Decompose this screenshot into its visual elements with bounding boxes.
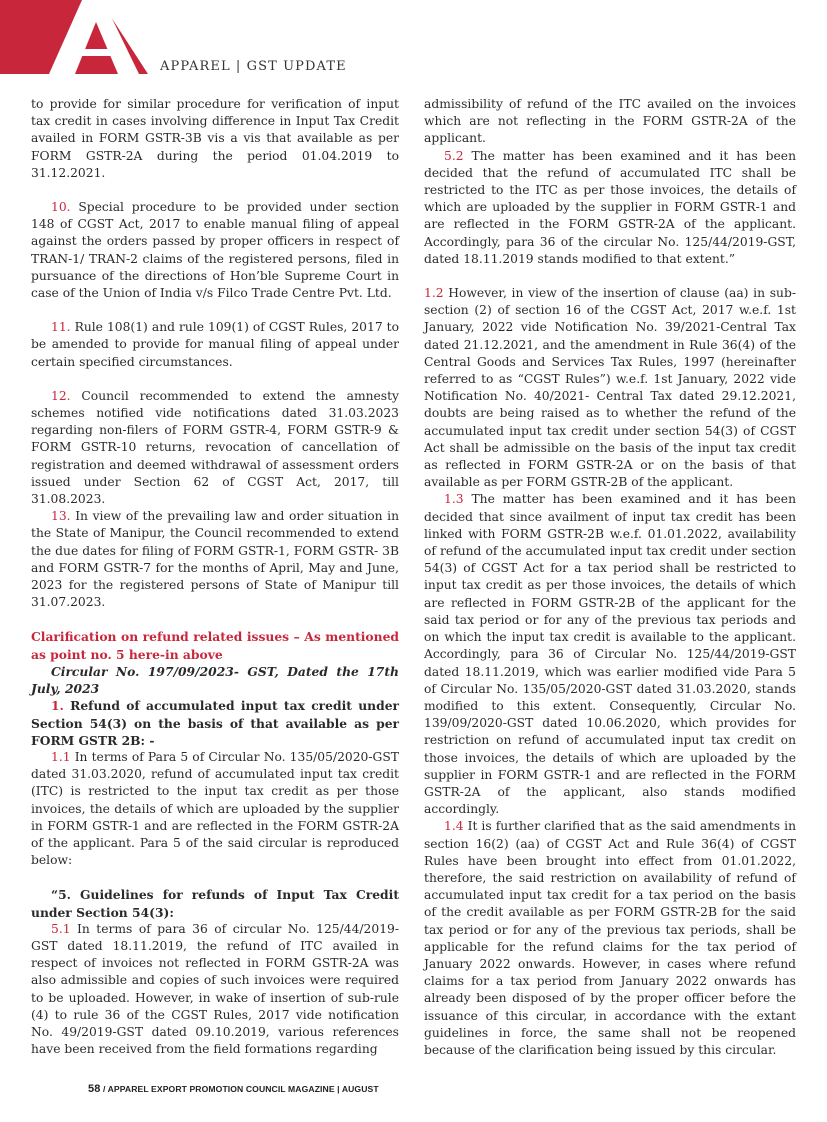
section-1 (31, 697, 399, 749)
paragraph: to provide for similar procedure for verification of input tax credit in cases involving difference in Input Tax Credit availed in FORM GSTR-3B vis a vis that available as per FORM GSTR-2A during the period 01.04.2019 to 31.12.2021. (31, 97, 399, 180)
page-number: 58 (88, 1083, 101, 1095)
item-number: 1.3 (444, 492, 464, 507)
paragraph: admissibility of refund of the ITC availed on the invoices which are not reflecting in the FORM GSTR-2A of the applicant. (424, 97, 796, 146)
item-text: The matter has been examined and it has been decided that since availment of input tax credit has been linked with FORM GSTR-2B w.e.f. 01.01.2022, availability of refund of the accumulated input tax credit under section 54(3) of CGST Act for a tax period shall be restricted to input tax credit as per those invoices, the details of which are reflected in FORM GSTR-2B of the applicant for the said tax period or for any of the previous tax periods and on which the input tax credit is available to the applicant. Accordingly, para 36 of Circular No. 125/44/2019-GST dated 18.11.2019, which was earlier modified vide Para 5 of Circular No. 135/05/2020-GST dated 31.03.2020, stands modified to this extent. Consequently, Circular No. 139/09/2020-GST dated 10.06.2020, which provides for restriction on refund of accumulated input tax credit on those invoices, the details of which are uploaded by the supplier in FORM GSTR-1 and are reflected in the FORM GSTR-2A of the applicant, also stands modified accordingly. (424, 492, 796, 817)
section-1-4 (424, 818, 796, 1059)
section-5-2 (424, 148, 796, 268)
section-1-1 (31, 749, 399, 869)
item-13 (31, 508, 399, 611)
item-text: Special procedure to be provided under section 148 of CGST Act, 2017 to enable manual filing of appeal against the orders passed by proper officers in respect of TRAN-1/ TRAN-2 claims of the registered persons, filed in pursuance of the directions of Hon’ble Supreme Court in case of the Union of India v/s Filco Trade Centre Pvt. Ltd. (31, 200, 399, 301)
item-text: Rule 108(1) and rule 109(1) of CGST Rules, 2017 to be amended to provide for manual filing of appeal under certain specified circumstances. (31, 320, 399, 369)
right-column (424, 96, 796, 1059)
item-text: In terms of Para 5 of Circular No. 135/05/2020-GST dated 31.03.2020, refund of accumulated input tax credit (ITC) is restricted to the input tax credit as per those invoices, the details of which are uploaded by the supplier in FORM GSTR-1 and are reflected in the FORM GSTR-2A of the applicant. Para 5 of the said circular is reproduced below: (31, 749, 399, 868)
section-1-2 (424, 285, 796, 491)
item-text: It is further clarified that as the said amendments in section 16(2) (aa) of CGST Act and Rule 36(4) of CGST Rules have been brought into effect from 01.01.2022, therefore, the said restriction on availability of refund of accumulated input tax credit for a tax period on the basis of the credit available as per FORM GSTR-2B for the said tax period or for any of the previous tax periods, shall be applicable for the refund claims for the tax period of January 2022 onwards. However, in cases where refund claims for a tax period from January 2022 onwards has already been disposed of by the proper officer before the issuance of this circular, in accordance with the extant guidelines in force, the same shall not be reopened because of the clarification being issued by this circular. (424, 819, 796, 1057)
item-number: 12. (51, 388, 71, 403)
item-number: 5.1 (51, 921, 71, 936)
item-number: 11. (51, 320, 71, 335)
apparel-logo (0, 0, 148, 74)
item-text: In view of the prevailing law and order situation in the State of Manipur, the Council recommended to extend the due dates for filing of FORM GSTR-1, FORM GSTR- 3B and FORM GSTR-7 for the months of April, May and June, 2023 for the registered persons of State of Manipur till 31.07.2023. (31, 509, 399, 610)
item-text: In terms of para 36 of circular No. 125/44/2019-GST dated 18.11.2019, the refund of ITC availed in respect of invoices not reflected in FORM GSTR-2A was also admissible and copies of such invoices were required to be uploaded. However, in wake of insertion of sub-rule (4) to rule 36 of the CGST Rules, 2017 vide notification No. 49/2019-GST dated 09.10.2019, various references have been received from the field formations regarding (31, 921, 399, 1057)
section-5-1 (31, 921, 399, 1059)
item-number: 10. (51, 200, 71, 215)
item-number: 13. (51, 509, 71, 524)
item-text: The matter has been examined and it has been decided that the refund of accumulated ITC shall be restricted to the ITC as per those invoices, the details of which are uploaded by the supplier in FORM GSTR-1 and are reflected in the FORM GSTR-2A of the applicant. Accordingly, para 36 of the circular No. 125/44/2019-GST, dated 18.11.2019 stands modified to that extent.” (424, 148, 796, 266)
left-column (31, 96, 399, 1058)
item-12 (31, 388, 399, 508)
item-text: Refund of accumulated input tax credit under Section 54(3) on the basis of that available as per FORM GSTR 2B: - (31, 698, 399, 748)
circular-reference: Circular No. 197/09/2023- GST, Dated the 17th July, 2023 (31, 663, 399, 697)
item-number: 1.2 (424, 286, 444, 301)
guidelines-heading: “5. Guidelines for refunds of Input Tax Credit under Section 54(3): (31, 887, 399, 920)
item-number: 1.1 (51, 749, 71, 764)
section-1-3 (424, 491, 796, 818)
item-number: 5.2 (444, 148, 464, 163)
item-number: 1.4 (444, 819, 464, 834)
item-10 (31, 199, 399, 302)
item-text: Council recommended to extend the amnesty schemes notified vide notifications dated 31.03.2023 regarding non-filers of FORM GSTR-4, FORM GSTR-9 & FORM GSTR-10 returns, revocation of cancellation of registration and deemed withdrawal of assessment orders issued under Section 62 of CGST Act, 2017, till 31.08.2023. (31, 388, 399, 507)
page-footer (88, 1083, 379, 1095)
item-text: However, in view of the insertion of clause (aa) in sub-section (2) of section 16 of the CGST Act, 2017 w.e.f. 1st January, 2022 vide Notification No. 39/2021-Central Tax dated 21.12.2021, and the amendment in Rule 36(4) of the Central Goods and Services Tax Rules, 1997 (hereinafter referred to as “CGST Rules”) w.e.f. 1st January, 2022 vide Notification No. 40/2021- Central Tax dated 29.12.2021, doubts are being raised as to whether the refund of the accumulated input tax credit under section 54(3) of CGST Act shall be admissible on the basis of the input tax credit as reflected in FORM GSTR-2A or on the basis of that available as per FORM GSTR-2B of the applicant. (424, 286, 796, 490)
item-number: 1. (51, 698, 64, 714)
item-11 (31, 319, 399, 371)
section-title: APPAREL | GST UPDATE (160, 59, 347, 74)
clarification-heading: Clarification on refund related issues – As mentioned as point no. 5 here-in above (31, 629, 399, 662)
footer-text: / APPAREL EXPORT PROMOTION COUNCIL MAGAZINE | AUGUST (102, 1084, 379, 1094)
